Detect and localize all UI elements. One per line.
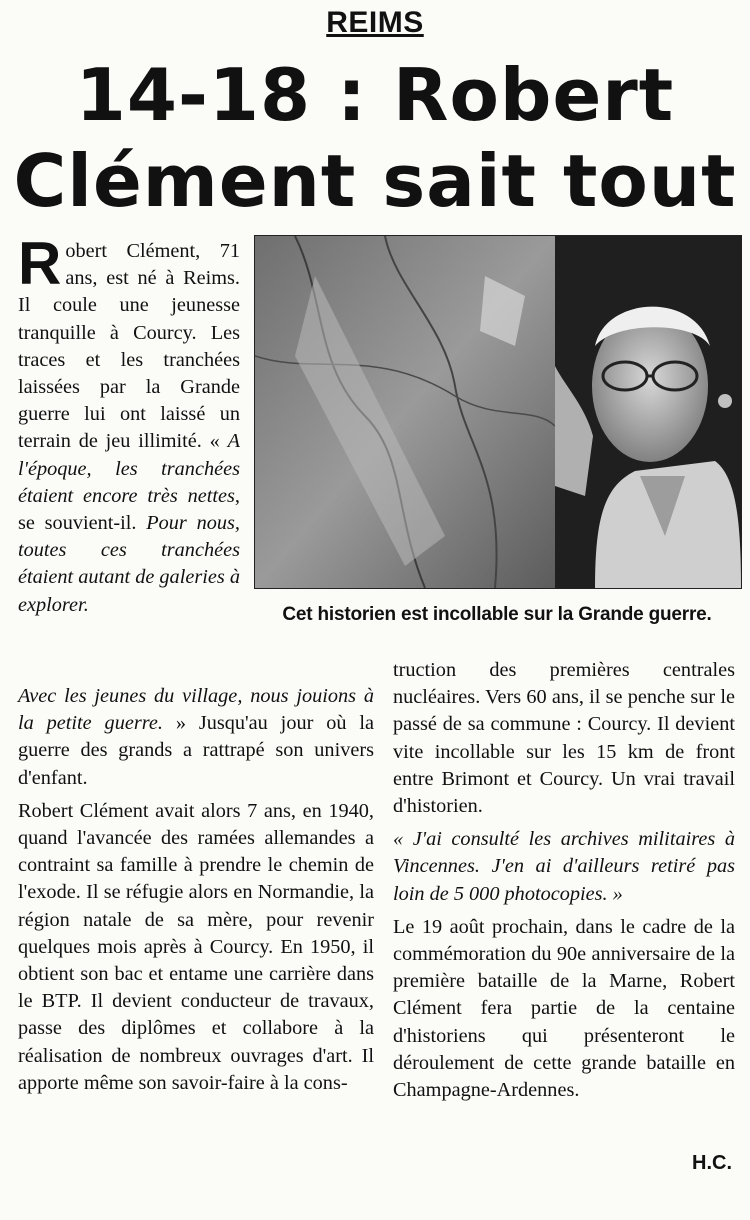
headline-line-1: 14-18 : Robert — [75, 53, 675, 137]
paragraph-3: Le 19 août prochain, dans le cadre de la commémoration du 90e anniversaire de la première bataille de la Marne, Robert Clément fera partie de la centaine d'historiens qui présenteront le déroulement de cette grande bataille en Champagne-Ardennes. — [393, 915, 735, 1102]
drop-cap: R — [18, 230, 62, 297]
column-right — [393, 657, 735, 1110]
headline-line-2: Clément sait tout — [13, 139, 737, 223]
paragraph-1 — [18, 230, 240, 619]
paragraph-1-text-c: » Jusqu'au jour où la guerre des grands a rattrapé son univers d'enfant. — [18, 712, 374, 789]
headline — [10, 52, 740, 224]
column-left-bottom — [18, 683, 374, 1103]
paragraph-1-text-a: obert Clément, 71 ans, est né à Reims. Il coule une jeunesse tranquille à Courcy. Les traces et les tranchées laissées par la Grande guerre lui ont laissé un terrain de jeu illimité. « — [18, 240, 240, 453]
paragraph-1-text-b: , se souvient-il. — [18, 484, 240, 535]
quote-1-part-b: Pour nous, toutes ces tranchées étaient autant de galeries à explorer. — [18, 512, 240, 616]
author-signature: H.C. — [692, 1152, 732, 1174]
section-rubric: REIMS — [326, 6, 424, 39]
photo-illustration — [255, 236, 741, 588]
quote-1-part-c: Avec les jeunes du village, nous jouions à la petite guerre. — [18, 685, 374, 735]
quote-2-text: « J'ai consulté les archives militaires à Vincennes. J'en ai d'ailleurs retiré pas loin de 5 000 photocopies. » — [393, 828, 735, 905]
paragraph-2-continued: truction des premières centrales nucléaires. Vers 60 ans, il se penche sur le passé de sa commune : Courcy. Il devient vite incollable sur les 15 km de front entre Brimont et Courcy. Un vrai travail d'historien. — [393, 659, 735, 818]
column-left-top — [18, 230, 240, 625]
article-photo — [254, 235, 742, 589]
quote-2 — [393, 826, 735, 908]
paragraph-2: Robert Clément avait alors 7 ans, en 1940, quand l'avancée des ramées allemandes a contraint sa famille à prendre le chemin de l'exode. Il se réfugie alors en Normandie, la région natale de sa mère, pour revenir quelques mois après à Courcy. En 1950, il obtient son bac et entame une carrière dans le BTP. Il devient conducteur de travaux, passe des diplômes et collabore à la réalisation de nombreux ouvrages d'art. Il apporte même son savoir-faire à la cons- — [18, 799, 374, 1094]
paragraph-1-continued — [18, 683, 374, 792]
quote-1-part-a: A l'époque, les tranchées étaient encore très nettes — [18, 430, 240, 507]
photo-caption: Cet historien est incollable sur la Grande guerre. — [282, 604, 712, 625]
